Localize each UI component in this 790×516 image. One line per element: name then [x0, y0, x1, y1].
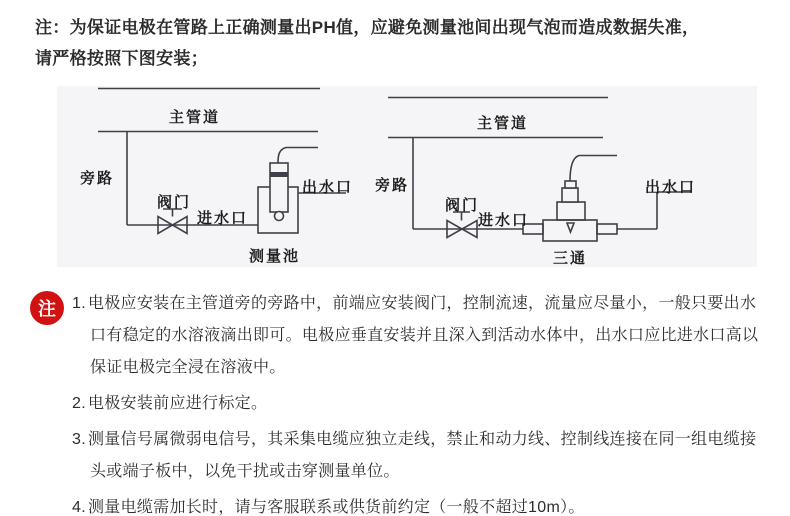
valve-icon [158, 209, 187, 234]
label-bypass: 旁路 [80, 171, 115, 187]
label-outlet: 出水口 [302, 180, 354, 196]
label-bypass: 旁路 [375, 178, 410, 194]
note-item-number: 4. [72, 499, 86, 516]
label-outlet: 出水口 [645, 180, 697, 196]
note-item-text: 测量电缆需加长时，请与客服联系或供货前约定（一般不超过10m）。 [87, 499, 585, 516]
outlet-line [617, 192, 692, 229]
note-item-number: 2. [72, 395, 86, 412]
note-item-number: 3. [72, 431, 86, 448]
intro-note [35, 12, 765, 74]
label-vessel: 测量池 [249, 249, 301, 265]
right-diagram [388, 98, 692, 242]
label-fitting: 三通 [553, 251, 588, 267]
label-inlet: 进水口 [478, 213, 530, 229]
note-item-number: 1. [72, 295, 86, 312]
note-item [72, 492, 766, 516]
installation-diagram [57, 86, 757, 267]
intro-line-2: 请严格按照下图安装； [35, 49, 208, 68]
label-main-pipe: 主管道 [169, 110, 221, 126]
tee-fitting-icon [523, 202, 617, 241]
intro-line-1: 注：为保证电极在管路上正确测量出PH值，应避免测量池间出现气泡而造成数据失准， [35, 18, 700, 37]
label-valve: 阀门 [157, 195, 192, 211]
cable-line [278, 148, 318, 164]
label-inlet: 进水口 [197, 211, 249, 227]
note-item-text: 电极安装前应进行标定。 [87, 395, 268, 412]
label-main-pipe: 主管道 [477, 116, 529, 132]
note-item-text: 测量信号属微弱电信号，其采集电缆应独立走线，禁止和动力线、控制线连接在同一组电缆接头或端子板中，以免干扰或击穿测量单位。 [87, 431, 757, 480]
label-valve: 阀门 [445, 198, 480, 214]
notes-list [72, 288, 766, 516]
valve-icon [447, 212, 477, 238]
note-item-text: 电极应安装在主管道旁的旁路中，前端应安装阀门，控制流速，流量应尽量小，一般只要出水口有稳定的水溶液滴出即可。电极应垂直安装并且深入到活动水体中，出水口应比进水口高以保证电极完全浸在溶液中。 [87, 295, 759, 376]
note-item [72, 388, 766, 420]
note-badge: 注 [30, 291, 64, 325]
cable-line [570, 156, 617, 182]
note-item [72, 288, 766, 384]
note-item [72, 424, 766, 488]
